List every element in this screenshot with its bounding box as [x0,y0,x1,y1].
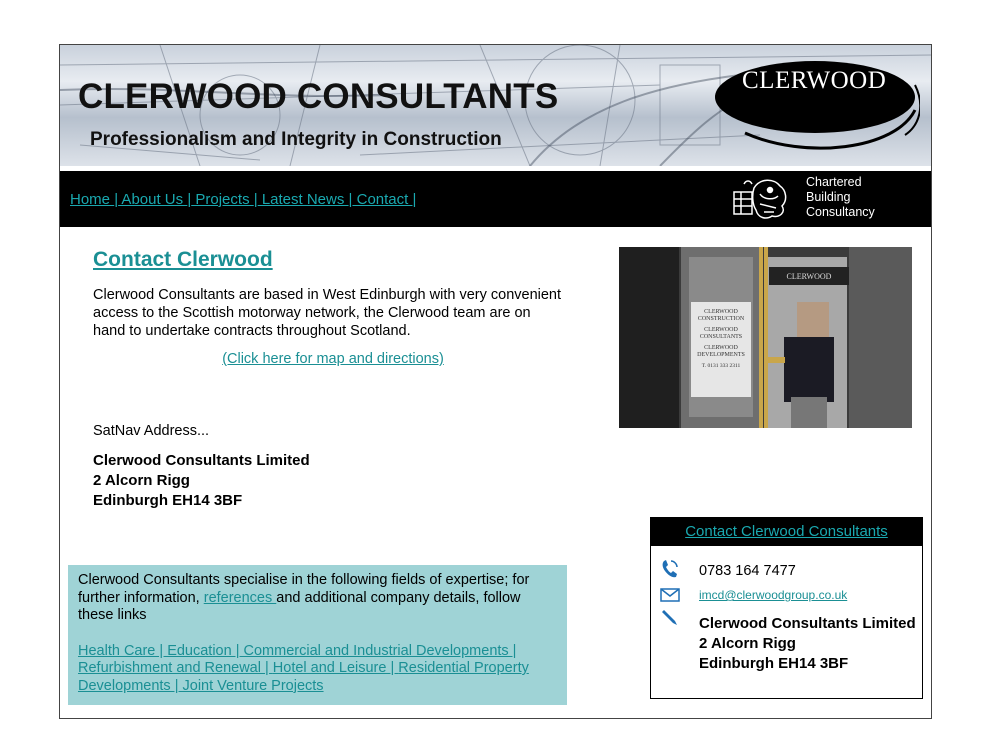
nav-home[interactable]: Home [70,191,115,208]
link-residential-joint-venture[interactable]: Residential Property Developments | Joint Venture Projects [78,660,529,694]
phone-icon [659,558,681,580]
cert-line-2: Building [806,190,851,204]
cert-line-1: Chartered [806,175,862,189]
nav-about-us[interactable]: About Us [118,191,188,208]
site-tagline: Professionalism and Integrity in Construction [90,129,502,150]
page-frame [59,44,932,719]
address-line-3: Edinburgh EH14 3BF [93,492,243,509]
nav-links [70,191,416,208]
photo-illustration [619,247,912,428]
nav-bar [60,171,932,227]
contact-box-address [699,614,916,674]
door-sign-line-7: T. 0131 333 2311 [701,363,741,369]
envelope-icon [659,584,681,606]
contact-box [650,517,923,699]
references-link[interactable]: references [203,589,277,606]
header-banner [60,45,932,166]
satnav-label: SatNav Address... [93,423,210,439]
door-sign-line-1: CLERWOOD [704,309,738,315]
expertise-box [68,565,567,705]
lion-crest-icon [730,174,790,222]
cb-address-line-3: Edinburgh EH14 3BF [699,655,849,672]
pen-icon [659,606,681,628]
logo-text: CLERWOOD [742,67,887,94]
link-refurbishment-renewal[interactable]: Refurbishment and Renewal | [78,660,273,676]
link-commercial-industrial[interactable]: Commercial and Industrial Developments | [243,642,517,659]
expertise-intro [78,572,557,625]
nav-separator: | [187,191,192,208]
contact-heading-link[interactable]: Contact Clerwood [93,248,273,271]
satnav-address [93,451,310,511]
nav-separator: | [253,191,258,208]
email-link[interactable]: imcd@clerwoodgroup.co.uk [699,588,848,602]
contact-box-header [651,518,922,546]
cert-line-3: Consultancy [806,205,875,219]
door-sign-line-4: CONSULTANTS [699,334,743,340]
map-link-wrapper [60,351,606,367]
door-sign-line-2: CONSTRUCTION [697,316,745,322]
address-line-2: 2 Alcorn Rigg [93,472,190,489]
contact-box-heading-link[interactable]: Contact Clerwood Consultants [685,523,888,540]
address-line-1: Clerwood Consultants Limited [93,452,310,469]
expertise-links [78,643,557,696]
link-health-care-education[interactable]: Health Care | Education | [78,642,244,659]
nav-separator: | [348,191,353,208]
phone-number: 0783 164 7477 [699,563,796,579]
expertise-intro-text-2: and additional company details, follow these links [78,589,521,623]
expertise-intro-text-1: Clerwood Consultants specialise in the following fields of expertise; for further information, [78,572,530,606]
overhead-sign: CLERWOOD [786,272,832,281]
link-hotel-leisure[interactable]: Hotel and Leisure | [272,660,399,676]
map-directions-link[interactable]: (Click here for map and directions) [222,351,444,367]
intro-paragraph: Clerwood Consultants are based in West Edinburgh with very convenient access to the Scottish motorway network, the Clerwood team are on hand to undertake contracts throughout Scotland. [93,287,562,339]
door-sign-line-6: DEVELOPMENTS [697,352,745,358]
door-sign-line-3: CLERWOOD [704,327,738,333]
nav-projects[interactable]: Projects [191,191,254,208]
cb-address-line-1: Clerwood Consultants Limited [699,615,916,632]
door-sign-line-5: CLERWOOD [704,345,738,351]
site-title: CLERWOOD CONSULTANTS [78,77,559,116]
office-entrance-photo [619,247,912,428]
nav-contact[interactable]: Contact [352,191,413,208]
nav-latest-news[interactable]: Latest News [257,191,349,208]
certification-text [806,175,916,220]
cb-address-line-2: 2 Alcorn Rigg [699,635,796,652]
nav-separator: | [114,191,119,208]
nav-separator: | [412,191,417,208]
